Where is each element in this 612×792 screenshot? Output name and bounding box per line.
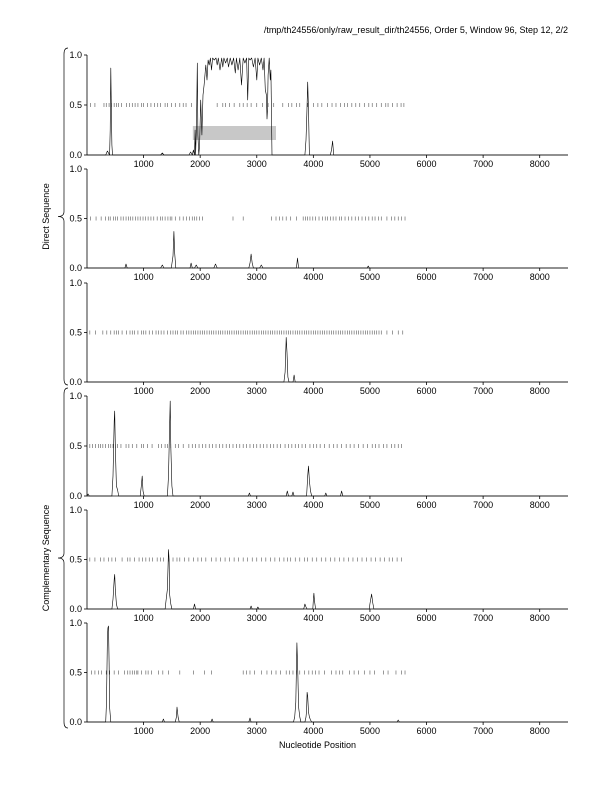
x-tick-label: 5000: [359, 726, 380, 736]
series-line: [87, 626, 568, 722]
x-tick-label: 3000: [246, 500, 267, 510]
x-tick-label: 5000: [359, 159, 380, 169]
x-tick-label: 8000: [529, 613, 550, 623]
x-tick-label: 4000: [303, 726, 324, 736]
x-tick-label: 8000: [529, 159, 550, 169]
x-tick-label: 5000: [359, 613, 380, 623]
x-tick-label: 1000: [133, 726, 154, 736]
y-tick-label: 0.0: [69, 491, 82, 501]
x-tick-label: 1000: [133, 272, 154, 282]
x-tick-label: 2000: [190, 726, 211, 736]
x-tick-label: 4000: [303, 159, 324, 169]
x-tick-label: 5000: [359, 386, 380, 396]
group-brace: [58, 48, 68, 385]
group-label-complementary: Complementary Sequence: [41, 504, 51, 612]
x-tick-label: 1000: [133, 613, 154, 623]
y-tick-label: 1.0: [69, 50, 82, 60]
group-brace: [58, 388, 68, 728]
x-tick-label: 7000: [473, 613, 494, 623]
y-tick-label: 0.5: [69, 554, 82, 565]
x-tick-label: 6000: [416, 500, 437, 510]
figure-header: /tmp/th24556/only/raw_result_dir/th24556, Order 5, Window 96, Step 12, 2/2: [263, 25, 568, 35]
x-tick-label: 4000: [303, 613, 324, 623]
x-tick-label: 3000: [246, 386, 267, 396]
x-tick-label: 3000: [246, 726, 267, 736]
y-tick-label: 0.5: [69, 441, 82, 451]
x-tick-label: 6000: [416, 386, 437, 396]
x-tick-label: 8000: [529, 272, 550, 282]
x-tick-label: 7000: [473, 500, 494, 510]
y-tick-label: 1.0: [69, 618, 82, 628]
series-line: [87, 337, 568, 382]
x-tick-label: 2000: [190, 272, 211, 282]
x-tick-label: 2000: [190, 500, 211, 510]
x-tick-label: 3000: [246, 159, 267, 169]
group-label-direct: Direct Sequence: [41, 183, 51, 250]
y-tick-label: 0.0: [69, 263, 82, 273]
x-tick-label: 7000: [473, 726, 494, 736]
y-tick-label: 0.5: [69, 213, 82, 224]
y-tick-label: 1.0: [69, 505, 82, 515]
x-tick-label: 5000: [359, 272, 380, 282]
x-tick-label: 6000: [416, 613, 437, 623]
x-tick-label: 5000: [359, 500, 380, 510]
y-tick-label: 0.0: [69, 717, 82, 727]
x-tick-label: 8000: [529, 726, 550, 736]
y-tick-label: 1.0: [69, 164, 82, 174]
x-tick-label: 1000: [133, 159, 154, 169]
y-tick-label: 0.5: [69, 100, 82, 110]
y-tick-label: 0.0: [69, 150, 82, 160]
x-tick-label: 7000: [473, 272, 494, 282]
x-tick-label: 3000: [246, 272, 267, 282]
x-tick-label: 2000: [190, 386, 211, 396]
series-line: [87, 550, 568, 609]
x-tick-label: 4000: [303, 272, 324, 282]
x-tick-label: 7000: [473, 386, 494, 396]
y-tick-label: 0.5: [69, 327, 82, 338]
x-tick-label: 4000: [303, 500, 324, 510]
x-tick-label: 8000: [529, 386, 550, 396]
x-axis-title: Nucleotide Position: [278, 740, 357, 750]
x-tick-label: 4000: [303, 386, 324, 396]
x-tick-label: 6000: [416, 726, 437, 736]
y-tick-label: 1.0: [69, 391, 82, 401]
x-tick-label: 1000: [133, 386, 154, 396]
x-tick-label: 3000: [246, 613, 267, 623]
y-tick-label: 0.0: [69, 377, 82, 387]
x-tick-label: 1000: [133, 500, 154, 510]
x-tick-label: 2000: [190, 613, 211, 623]
y-tick-label: 1.0: [69, 278, 82, 288]
x-tick-label: 2000: [190, 159, 211, 169]
x-tick-label: 6000: [416, 159, 437, 169]
x-tick-label: 7000: [473, 159, 494, 169]
y-tick-label: 0.0: [69, 604, 82, 614]
y-tick-label: 0.5: [69, 667, 82, 678]
shaded-region: [193, 126, 276, 140]
series-line: [87, 231, 568, 268]
x-tick-label: 8000: [529, 500, 550, 510]
series-line: [87, 401, 568, 496]
x-tick-label: 6000: [416, 272, 437, 282]
